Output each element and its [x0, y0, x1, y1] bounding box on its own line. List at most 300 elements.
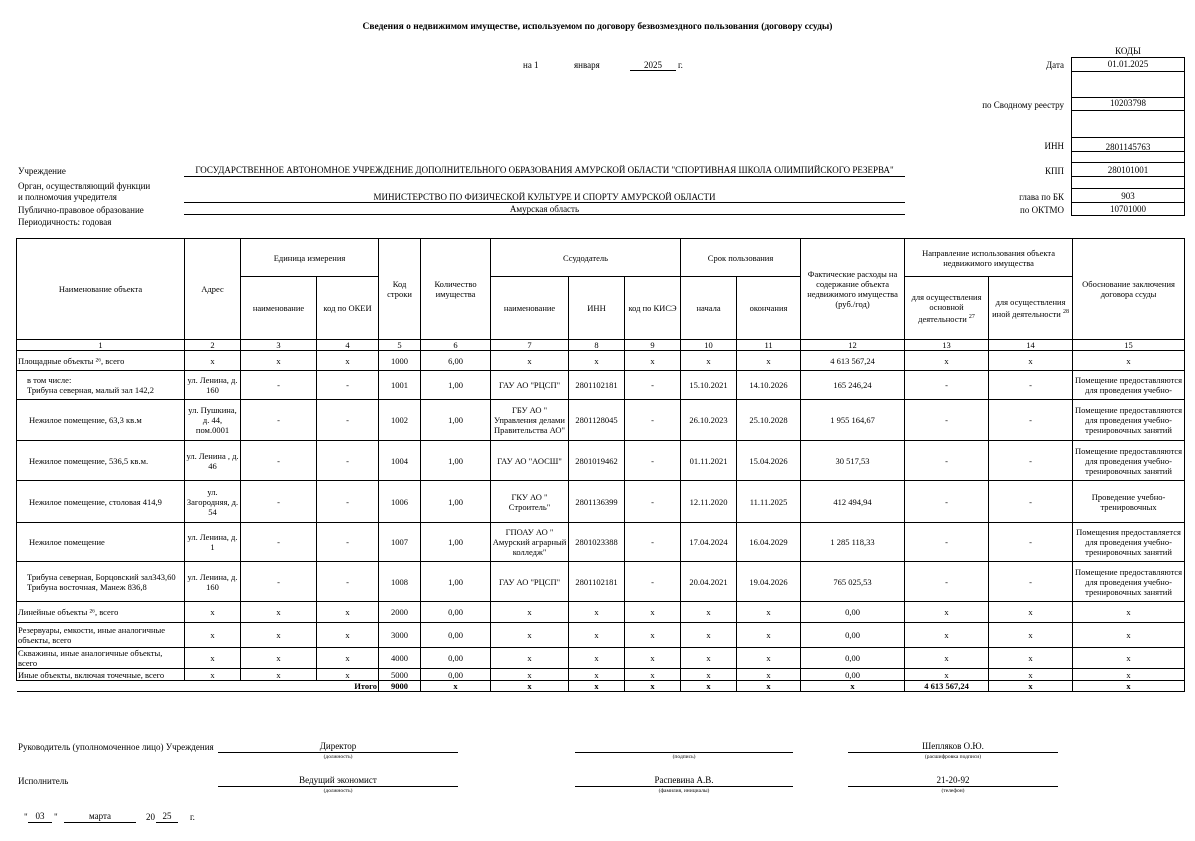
table-cell [317, 602, 379, 623]
table-cell [241, 648, 317, 669]
table-cell [989, 623, 1073, 648]
cell-text: ул. Ленина , д. 46 [186, 450, 239, 471]
head-sign-line [575, 741, 793, 753]
cell-text: Помещение предоставляются для проведения учебно-тренировочных занятий [1075, 405, 1183, 435]
table-cell [379, 602, 421, 623]
cell-text: x [594, 607, 599, 617]
total-cell: x [491, 681, 569, 692]
sign-date-open-quote: " [24, 812, 28, 822]
cell-text: 2801102181 [575, 380, 618, 390]
cell-text: 1,00 [448, 537, 463, 547]
cell-text: x [650, 607, 655, 617]
cell-text: - [277, 380, 280, 390]
cell-text: Проведение учебно-тренировочных [1091, 491, 1166, 512]
cell-text: x [944, 355, 949, 366]
cell-text: 1,00 [448, 496, 463, 507]
head-name: Шепляков О.Ю. [848, 741, 1058, 753]
head-position: Директор [218, 741, 458, 753]
cell-text: 0,00 [845, 653, 860, 663]
table-cell [421, 351, 491, 371]
cell-text: x [706, 669, 711, 680]
code-label-inn: ИНН [1044, 141, 1064, 151]
table-cell [989, 400, 1073, 441]
table-cell [989, 441, 1073, 481]
table-cell [989, 648, 1073, 669]
table-cell [17, 481, 185, 523]
table-cell [185, 481, 241, 523]
table-cell [905, 648, 989, 669]
table-cell [241, 523, 317, 562]
cell-text: x [594, 630, 599, 640]
code-value-date: 01.01.2025 [1071, 57, 1185, 72]
cell-text: - [277, 415, 280, 425]
cell-text: x [345, 653, 350, 663]
th-dir-other-sup: 28 [1062, 309, 1069, 316]
cell-text: - [346, 496, 349, 507]
table-cell [421, 623, 491, 648]
th-direction: Направление использования объекта недвижимого имущества [905, 239, 1073, 277]
table-cell [1073, 562, 1185, 602]
cell-text: x [527, 669, 532, 680]
col-number: 2 [185, 340, 241, 351]
table-cell [681, 351, 737, 371]
table-cell [569, 562, 625, 602]
table-cell [491, 669, 569, 681]
table-cell [317, 441, 379, 481]
table-cell [737, 371, 801, 400]
table-cell [569, 371, 625, 400]
th-term-start: начала [681, 277, 737, 340]
head-name-cap: (расшифровка подписи) [924, 754, 982, 760]
cell-text: 1006 [391, 496, 409, 507]
col-number: 13 [905, 340, 989, 351]
table-cell [905, 400, 989, 441]
table-cell [317, 523, 379, 562]
cell-text: - [945, 576, 948, 587]
th-costs: Фактические расходы на содержание объекта недвижимого имущества (руб./год) [801, 239, 905, 340]
col-number: 4 [317, 340, 379, 351]
cell-text: x [210, 355, 215, 366]
table-cell [625, 523, 681, 562]
cell-text: x [276, 607, 281, 617]
table-cell [989, 481, 1073, 523]
cell-text: 15.04.2026 [749, 455, 788, 466]
col-number: 15 [1073, 340, 1185, 351]
table-cell [569, 523, 625, 562]
table-row [17, 669, 1185, 681]
table-cell [241, 441, 317, 481]
cell-text: - [651, 455, 654, 466]
cell-text: 12.11.2020 [689, 496, 728, 507]
table-cell [905, 371, 989, 400]
cell-text: x [766, 355, 771, 366]
cell-text: Помещение предоставляются для проведения учебно-тренировочных занятий [1075, 445, 1183, 476]
table-cell [185, 371, 241, 400]
cell-text: 16.04.2029 [749, 537, 788, 547]
table-cell [241, 351, 317, 371]
cell-text: 1007 [391, 537, 409, 547]
cell-text: - [945, 537, 948, 547]
table-cell [491, 371, 569, 400]
date-prefix: на 1 [523, 60, 539, 70]
cell-text: ул. Загородняя, д. 54 [186, 486, 239, 517]
table-cell [989, 351, 1073, 371]
cell-text: x [527, 355, 532, 366]
cell-text: x [1028, 355, 1033, 366]
cell-text: x [594, 669, 599, 680]
cell-text: 1004 [391, 455, 409, 466]
th-lender-name: наименование [491, 277, 569, 340]
table-cell [241, 669, 317, 681]
cell-text: x [276, 653, 281, 663]
table-cell [737, 523, 801, 562]
table-cell [801, 523, 905, 562]
table-cell [317, 648, 379, 669]
col-number: 1 [17, 340, 185, 351]
table-cell [17, 602, 185, 623]
th-term: Срок пользования [681, 239, 801, 277]
table-cell [569, 602, 625, 623]
property-table [16, 238, 1185, 692]
table-cell [1073, 351, 1185, 371]
table-cell [625, 602, 681, 623]
total-label: Итого [17, 681, 379, 692]
table-cell [17, 371, 185, 400]
table-cell [989, 371, 1073, 400]
table-cell [625, 481, 681, 523]
cell-text: x [1028, 669, 1033, 680]
th-dir-other [989, 277, 1073, 340]
exec-name-cap: (фамилия, инициалы) [658, 788, 710, 794]
table-cell [801, 602, 905, 623]
table-cell [491, 623, 569, 648]
cell-text: x [527, 653, 532, 663]
cell-text: 1,00 [448, 576, 463, 587]
cell-text: x [650, 669, 655, 680]
table-cell [737, 400, 801, 441]
table-cell [1073, 481, 1185, 523]
code-blank-4 [1071, 177, 1185, 189]
cell-text: 19.04.2026 [749, 576, 788, 587]
th-line-code: Код строки [379, 239, 421, 340]
table-row [17, 371, 1185, 400]
exec-name: Распевина А.В. [575, 775, 793, 787]
th-dir-main-text: для осуществления основной деятельности [911, 292, 982, 324]
table-cell [681, 481, 737, 523]
table-cell [317, 371, 379, 400]
th-dir-other-text: для осуществления иной деятельности [992, 297, 1066, 319]
cell-text: Резервуары, емкости, иные аналогичные объекты, всего [18, 625, 166, 645]
table-cell [421, 523, 491, 562]
cell-text: x [706, 607, 711, 617]
th-unit-name: наименование [241, 277, 317, 340]
cell-text: x [527, 607, 532, 617]
cell-text: x [944, 669, 949, 680]
cell-text: ГАУ АО "АОСШ" [497, 455, 562, 466]
cell-text: 01.11.2021 [689, 455, 728, 466]
table-cell [421, 441, 491, 481]
cell-text: ГАУ АО "РЦСП" [498, 380, 561, 390]
table-cell [989, 523, 1073, 562]
cell-text: - [346, 415, 349, 425]
table-cell [801, 371, 905, 400]
cell-text: - [277, 455, 280, 466]
organ-label-1: Орган, осуществляющий функции [18, 181, 151, 191]
table-cell [317, 623, 379, 648]
table-cell [421, 648, 491, 669]
th-term-end: окончания [737, 277, 801, 340]
code-label-kpp: КПП [1044, 166, 1064, 176]
cell-text: 2801019462 [575, 455, 618, 466]
cell-text: x [1126, 355, 1131, 366]
head-label: Руководитель (уполномоченное лицо) Учреждения [18, 742, 214, 752]
cell-text: 1 955 164,67 [830, 415, 875, 425]
date-suffix: г. [678, 60, 683, 70]
table-cell [1073, 669, 1185, 681]
table-cell [421, 562, 491, 602]
cell-text: 30 517,53 [835, 455, 870, 466]
table-cell [379, 669, 421, 681]
head-position-cap: (должность) [323, 754, 353, 760]
table-cell [185, 523, 241, 562]
table-cell [625, 371, 681, 400]
table-cell [379, 371, 421, 400]
table-cell [569, 648, 625, 669]
cell-text: - [346, 455, 349, 466]
code-blank-1 [1071, 71, 1185, 98]
table-cell [569, 441, 625, 481]
cell-text: Нежилое помещение, столовая 414,9 [29, 496, 162, 507]
th-lender: Ссудодатель [491, 239, 681, 277]
th-unit-code: код по ОКЕИ [317, 277, 379, 340]
cell-text: x [650, 630, 655, 640]
code-value-bk: 903 [1071, 189, 1185, 203]
cell-text: 3000 [391, 630, 409, 640]
exec-position-cap: (должность) [323, 788, 353, 794]
table-cell [737, 441, 801, 481]
cell-text: Площадные объекты ²⁶, всего [18, 355, 125, 366]
code-value-registry: 10203798 [1071, 97, 1185, 111]
cell-text: 0,00 [845, 607, 860, 617]
cell-text: x [527, 630, 532, 640]
cell-text: 2000 [391, 607, 409, 617]
cell-text: - [945, 455, 948, 466]
table-cell [681, 602, 737, 623]
total-cell: 4 613 567,24 [905, 681, 989, 692]
cell-text: - [945, 496, 948, 507]
table-cell [905, 351, 989, 371]
table-cell [241, 371, 317, 400]
table-cell [491, 562, 569, 602]
cell-text: 6,00 [448, 355, 463, 366]
table-cell [421, 481, 491, 523]
table-cell [491, 481, 569, 523]
sign-date-suffix: г. [190, 812, 195, 822]
table-cell [421, 371, 491, 400]
table-cell [625, 351, 681, 371]
date-month: января [574, 60, 600, 70]
code-value-inn: 2801145763 [1071, 138, 1185, 152]
code-blank-3 [1071, 152, 1185, 163]
total-cell: x [681, 681, 737, 692]
table-cell [491, 523, 569, 562]
table-cell [737, 602, 801, 623]
table-cell [185, 602, 241, 623]
code-label-oktmo: по ОКТМО [1020, 205, 1064, 215]
table-cell [625, 400, 681, 441]
table-cell [681, 623, 737, 648]
col-number: 9 [625, 340, 681, 351]
table-cell [491, 351, 569, 371]
cell-text: x [210, 607, 215, 617]
cell-text: x [594, 653, 599, 663]
table-cell [905, 623, 989, 648]
col-number: 11 [737, 340, 801, 351]
col-number: 8 [569, 340, 625, 351]
table-cell [681, 648, 737, 669]
table-cell [681, 441, 737, 481]
table-row [17, 481, 1185, 523]
cell-text: - [1029, 380, 1032, 390]
cell-text: 1000 [391, 355, 409, 366]
table-row [17, 351, 1185, 371]
table-cell [491, 648, 569, 669]
table-cell [185, 400, 241, 441]
table-cell [625, 562, 681, 602]
table-cell [801, 351, 905, 371]
sign-date-year: 25 [156, 811, 178, 823]
table-row [17, 648, 1185, 669]
cell-text: Нежилое помещение, 536,5 кв.м. [29, 455, 149, 466]
cell-text: x [650, 653, 655, 663]
cell-text: 2801136399 [575, 496, 618, 507]
th-lender-inn: ИНН [569, 277, 625, 340]
total-cell: x [737, 681, 801, 692]
cell-text: 0,00 [448, 653, 463, 663]
table-cell [737, 623, 801, 648]
table-cell [625, 441, 681, 481]
cell-text: 26.10.2023 [689, 415, 728, 425]
table-cell [379, 562, 421, 602]
cell-text: 165 246,24 [833, 380, 872, 390]
table-col-numbers [17, 340, 1185, 351]
cell-text: x [650, 355, 655, 366]
table-cell [681, 400, 737, 441]
table-cell [569, 623, 625, 648]
cell-text: Помещение предоставляются для проведения учебно- [1075, 375, 1183, 395]
th-dir-main [905, 277, 989, 340]
cell-text: ул. Ленина, д. 160 [187, 375, 238, 395]
cell-text: 2801023388 [575, 537, 618, 547]
cell-text: x [1126, 653, 1131, 663]
table-cell [905, 602, 989, 623]
table-cell [491, 441, 569, 481]
cell-text: 4000 [391, 653, 409, 663]
cell-text: 412 494,94 [833, 496, 872, 507]
cell-text: - [1029, 537, 1032, 547]
table-body [17, 351, 1185, 681]
table-cell [379, 648, 421, 669]
col-number: 12 [801, 340, 905, 351]
cell-text: x [345, 669, 350, 680]
total-cell: 9000 [379, 681, 421, 692]
code-blank-2 [1071, 111, 1185, 138]
cell-text: x [1028, 607, 1033, 617]
organ-value: МИНИСТЕРСТВО ПО ФИЗИЧЕСКОЙ КУЛЬТУРЕ И СПОРТУ АМУРСКОЙ ОБЛАСТИ [184, 192, 905, 203]
col-number: 5 [379, 340, 421, 351]
cell-text: 2801102181 [575, 576, 618, 587]
exec-label: Исполнитель [18, 776, 69, 786]
table-cell [569, 400, 625, 441]
cell-text: Помещение предоставляются для проведения учебно-тренировочных занятий [1075, 566, 1183, 597]
table-cell [737, 648, 801, 669]
cell-text: - [1029, 496, 1032, 507]
table-cell [241, 400, 317, 441]
cell-text: - [277, 576, 280, 587]
cell-text: - [945, 380, 948, 390]
col-number: 10 [681, 340, 737, 351]
table-cell [317, 400, 379, 441]
cell-text: - [651, 415, 654, 425]
cell-text: 0,00 [448, 630, 463, 640]
cell-text: - [945, 415, 948, 425]
col-number: 14 [989, 340, 1073, 351]
cell-text: - [651, 576, 654, 587]
table-cell [681, 669, 737, 681]
table-cell [1073, 648, 1185, 669]
table-cell [317, 481, 379, 523]
cell-text: - [651, 380, 654, 390]
table-cell [569, 481, 625, 523]
cell-text: - [277, 496, 280, 507]
cell-text: x [766, 669, 771, 680]
cell-text: - [651, 537, 654, 547]
table-cell [801, 441, 905, 481]
public-label: Публично-правовое образование [18, 205, 144, 215]
table-row [17, 400, 1185, 441]
table-cell [17, 623, 185, 648]
cell-text: 14.10.2026 [749, 380, 788, 390]
table-cell [737, 562, 801, 602]
table-cell [801, 400, 905, 441]
table-cell [185, 562, 241, 602]
cell-text: 1,00 [448, 380, 463, 390]
table-cell [317, 562, 379, 602]
cell-text: - [346, 576, 349, 587]
table-cell [801, 562, 905, 602]
th-lender-kise: код по КИСЭ [625, 277, 681, 340]
cell-text: 0,00 [448, 669, 463, 680]
cell-text: Скважины, иные аналогичные объекты, всего [18, 648, 163, 668]
organ-label-2: и полномочия учредителя [18, 192, 117, 202]
table-cell [905, 562, 989, 602]
table-row [17, 602, 1185, 623]
code-label-registry: по Сводному реестру [982, 100, 1064, 110]
cell-text: x [345, 355, 350, 366]
table-row [17, 523, 1185, 562]
cell-text: x [276, 669, 281, 680]
table-cell [17, 669, 185, 681]
total-cell: x [421, 681, 491, 692]
table-cell [17, 562, 185, 602]
cell-text: ГАУ АО "РЦСП" [498, 576, 561, 587]
table-cell [491, 602, 569, 623]
cell-text: x [766, 607, 771, 617]
cell-text: x [766, 630, 771, 640]
exec-phone: 21-20-92 [848, 775, 1058, 787]
table-cell [491, 400, 569, 441]
cell-text: 2801128045 [575, 415, 618, 425]
